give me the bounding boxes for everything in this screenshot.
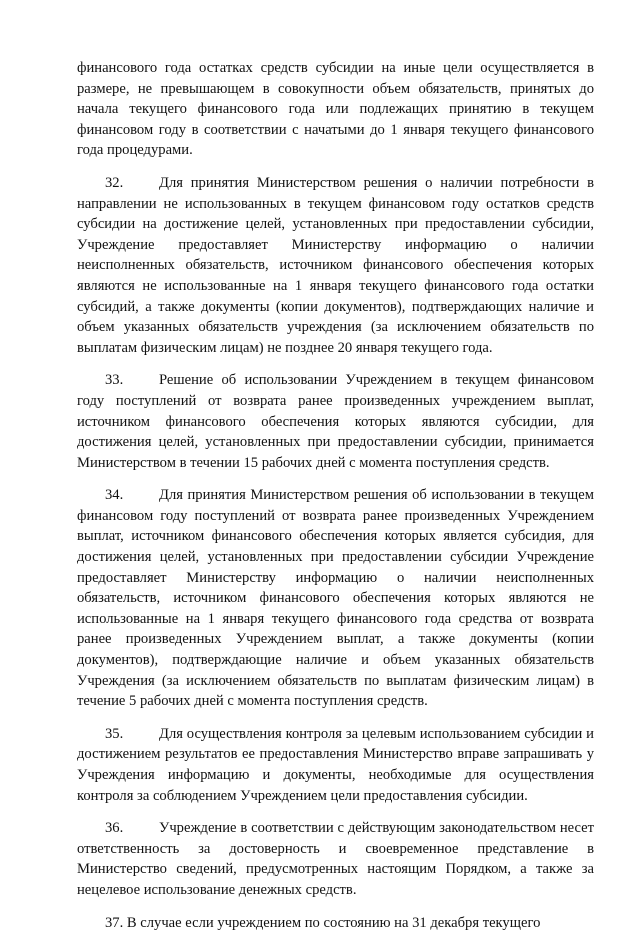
paragraph-number: 33. [105,372,124,389]
paragraph-32 [77,173,594,358]
paragraph-text: Решение об использовании Учреждением в текущем финансовом году поступлений от возврата ранее произведенных учреждением выплат, источником финансового обеспечения которых являются субсидии, для достижения целей, установленных при предоставлении субсидии, принимается Министерством в течении 15 рабочих дней с момента поступления средств. [77,372,594,471]
paragraph-continuation [77,58,594,161]
paragraph-number: 37. [105,914,124,931]
paragraph-36 [77,818,594,900]
paragraph-number: 35. [105,725,124,742]
paragraph-34 [77,485,594,712]
paragraph-text: Для принятия Министерством решения о наличии потребности в направлении не использованных в текущем финансовом году остатков средств субсидии на достижение целей, установленных при предоставлении субсидии, Учреждение предоставляет Министерству информацию о наличии неисполненных обязательств, источником финансового обеспечения которых являются не использованные на 1 января текущего финансового года остатки субсидий, а также документы (копии документов), подтверждающих наличие и объем указанных обязательств учреждения (за исключением обязательств по выплатам физическим лицам) не позднее 20 января текущего года. [77,174,594,356]
paragraph-number: 32. [105,174,124,191]
paragraph-text: финансового года остатках средств субсидии на иные цели осуществляется в размере, не превышающем в совокупности объем обязательств, принятых до начала текущего финансового года или подлежащих принятию в текущем финансовом году в соответствии с начатыми до 1 января текущего финансового года процедурами. [77,60,594,159]
paragraph-text: Для принятия Министерством решения об использовании в текущем финансовом году поступлений от возврата ранее произведенных Учреждением выплат, источником финансового обеспечения которых является субсидия, для достижения целей, установленных при предоставлении субсидии Учреждение предоставляет Министерству информацию о наличии неисполненных обязательств, источником финансового обеспечения которых являются не использованные на 1 января текущего финансового года средства от возврата ранее произведенных Учреждением выплат, а также документы (копии документов), подтверждающие наличие и объем указанных обязательств Учреждения (за исключением обязательств по выплатам физическим лицам) в течение 5 рабочих дней с момента поступления средств. [77,487,594,710]
paragraph-number: 36. [105,820,124,837]
paragraph-33 [77,370,594,473]
paragraph-text: В случае если учреждением по состоянию на 31 декабря текущего [126,914,541,931]
document-body [77,58,594,933]
paragraph-35 [77,724,594,806]
paragraph-number: 34. [105,487,124,504]
paragraph-37 [77,913,594,933]
paragraph-text: Учреждение в соответствии с действующим законодательством несет ответственность за достоверность и своевременное представление в Министерство сведений, предусмотренных настоящим Порядком, а также за нецелевое использование денежных средств. [77,820,594,898]
paragraph-text: Для осуществления контроля за целевым использованием субсидии и достижением результатов ее предоставления Министерство вправе запрашивать у Учреждения информацию и документы, необходимые для осуществления контроля за соблюдением Учреждением цели предоставления субсидии. [77,725,594,804]
